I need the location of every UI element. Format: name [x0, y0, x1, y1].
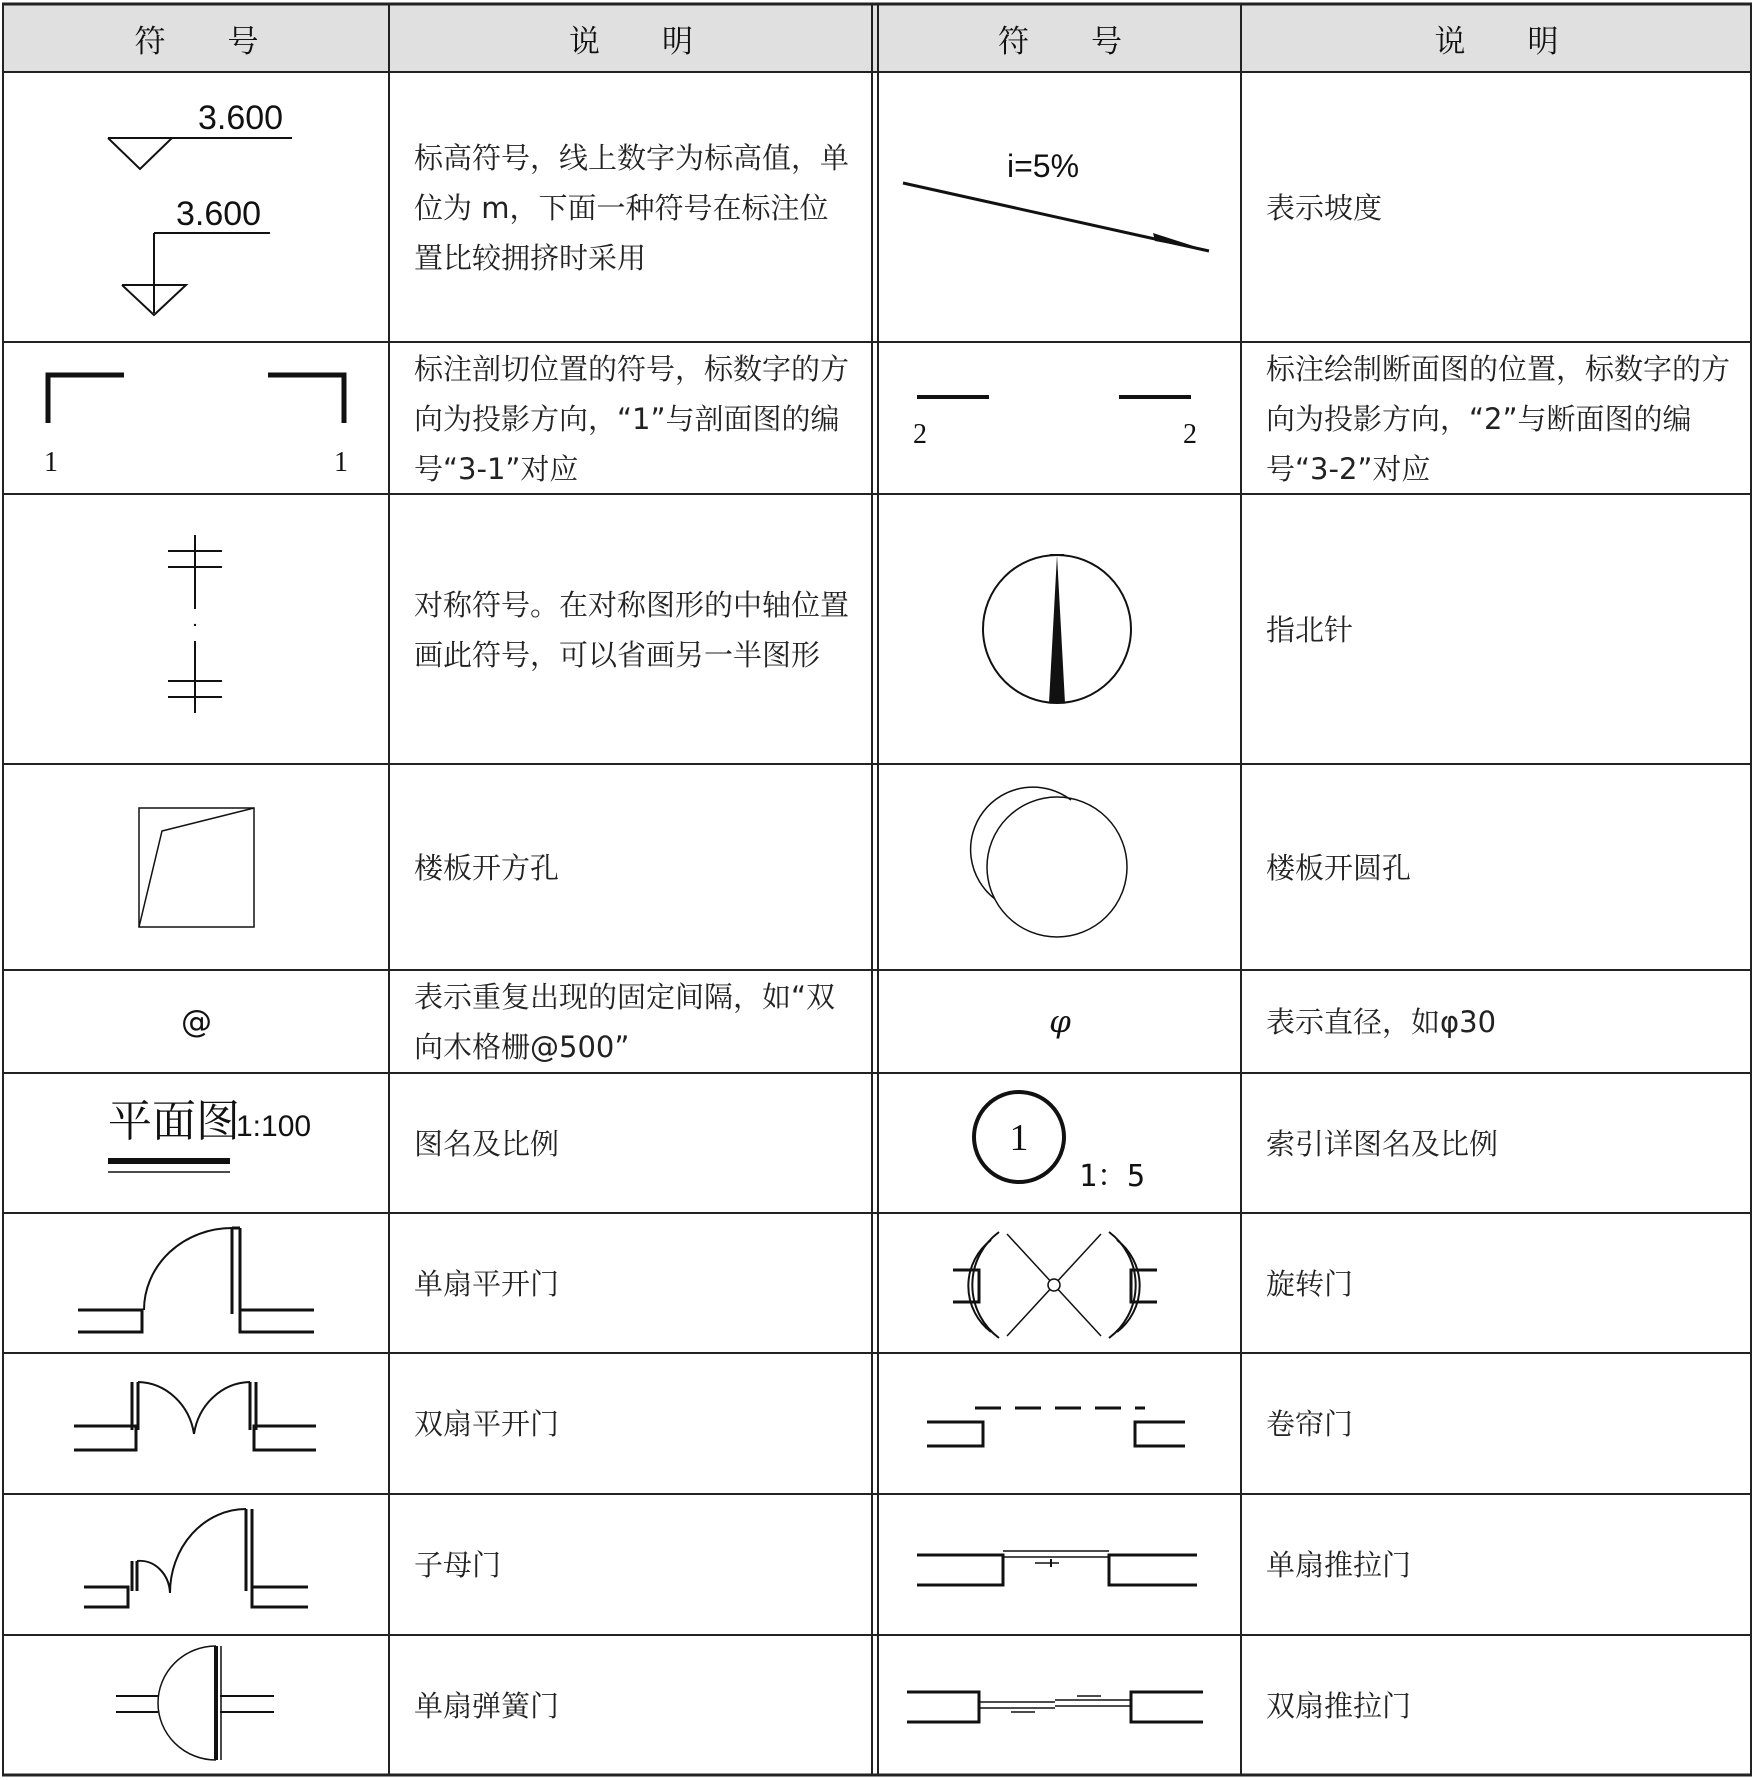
- table-row-4-symbol-left: [4, 765, 389, 970]
- single-spring-door-icon: [4, 1636, 389, 1775]
- table-row-2-symbol-left: [4, 343, 389, 494]
- detail-scale: 1：5: [1079, 1159, 1146, 1194]
- table-row-4-description-left: 楼板开方孔: [414, 850, 560, 885]
- table-row-10-symbol-right: [879, 1636, 1241, 1775]
- cross-section-number-left: 2: [913, 419, 927, 450]
- section-number-left: 1: [44, 447, 58, 478]
- cross-section-mark-icon: [879, 343, 1241, 494]
- drawing-title-text: 平面图: [108, 1096, 240, 1147]
- table-row-3-symbol-right: [879, 495, 1241, 764]
- table-row-7-symbol-left: [4, 1214, 389, 1353]
- table-row-1-symbol-left: [4, 73, 389, 342]
- table-row-6-description-left: 图名及比例: [414, 1126, 560, 1161]
- table-row-9-description-left: 子母门: [414, 1548, 502, 1582]
- single-sliding-door-icon: [879, 1495, 1241, 1635]
- table-row-10-symbol-left: [4, 1636, 389, 1775]
- double-sliding-door-icon: [879, 1636, 1241, 1775]
- detail-index-icon: [879, 1074, 1241, 1213]
- table-row-5-description-right: 表示直径，如φ30: [1266, 1005, 1497, 1039]
- table-row-2-description-left: 标注剖切位置的符号，标数字的方向为投影方向，“1”与剖面图的编号“3-1”对应: [414, 351, 850, 486]
- table-row-3-symbol-left: [4, 495, 389, 764]
- table-row-1-description-left: 标高符号，线上数字为标高值，单位为 m，下面一种符号在标注位置比较拥挤时采用: [414, 140, 850, 275]
- elevation-symbol-icon: [4, 73, 389, 342]
- table-row-9-symbol-right: [879, 1495, 1241, 1635]
- drawing-title-icon: [4, 1074, 389, 1213]
- table-row-6-symbol-left: [4, 1074, 389, 1213]
- section-cut-mark-icon: [4, 343, 389, 494]
- header-symbol-left: 符 号: [134, 23, 259, 60]
- table-row-8-symbol-right: [879, 1354, 1241, 1494]
- header-symbol-right: 符 号: [998, 23, 1122, 60]
- table-row-4-description-right: 楼板开圆孔: [1266, 850, 1412, 885]
- diameter-symbol: φ: [1049, 1004, 1071, 1040]
- spacing-symbol: @: [181, 1004, 212, 1040]
- cross-section-number-right: 2: [1183, 419, 1197, 450]
- table-row-6-symbol-right: [879, 1074, 1241, 1213]
- table-row-1-symbol-right: [879, 73, 1241, 342]
- table-row-8-symbol-left: [4, 1354, 389, 1494]
- double-swing-door-icon: [4, 1354, 389, 1494]
- table-row-7-description-right: 旋转门: [1266, 1266, 1354, 1301]
- unequal-leaf-door-icon: [4, 1495, 389, 1635]
- table-row-4-symbol-right: [879, 765, 1241, 970]
- rolling-shutter-door-icon: [879, 1354, 1241, 1494]
- table-row-5-description-left: 表示重复出现的固定间隔，如“双向木格栅@500”: [414, 980, 836, 1064]
- table-row-3-description-right: 指北针: [1266, 612, 1354, 647]
- table-row-10-description-right: 双扇推拉门: [1266, 1688, 1412, 1723]
- revolving-door-icon: [879, 1214, 1241, 1353]
- elevation-value-upper: 3.600: [198, 99, 284, 137]
- table-row-2-symbol-right: [879, 343, 1241, 494]
- header-description-right: 说 明: [1434, 23, 1559, 60]
- table-row-10-description-left: 单扇弹簧门: [414, 1688, 560, 1723]
- square-floor-opening-icon: [4, 765, 389, 970]
- table-row-1-description-right: 表示坡度: [1266, 190, 1383, 225]
- slope-label: i=5%: [1007, 148, 1080, 184]
- table-row-8-description-left: 双扇平开门: [414, 1407, 560, 1441]
- round-floor-opening-icon: [879, 765, 1241, 970]
- single-swing-door-icon: [4, 1214, 389, 1353]
- slope-arrow-icon: [879, 73, 1241, 342]
- section-number-right: 1: [334, 447, 348, 478]
- elevation-value-lower: 3.600: [176, 195, 262, 233]
- drawing-scale-text: 1:100: [236, 1110, 312, 1143]
- detail-number: 1: [1009, 1117, 1029, 1159]
- header-description-left: 说 明: [569, 23, 693, 60]
- table-row-7-description-left: 单扇平开门: [414, 1266, 560, 1301]
- table-row-2-description-right: 标注绘制断面图的位置，标数字的方向为投影方向，“2”与断面图的编号“3-2”对应: [1266, 351, 1731, 486]
- table-row-8-description-right: 卷帘门: [1266, 1407, 1354, 1441]
- table-row-6-description-right: 索引详图名及比例: [1266, 1126, 1499, 1161]
- table-row-5-symbol-left: [4, 971, 389, 1073]
- table-row-3-description-left: 对称符号。在对称图形的中轴位置画此符号，可以省画另一半图形: [414, 587, 850, 672]
- symmetry-symbol-icon: [4, 495, 389, 764]
- table-row-7-symbol-right: [879, 1214, 1241, 1353]
- north-arrow-icon: [879, 495, 1241, 764]
- table-row-9-description-right: 单扇推拉门: [1266, 1548, 1412, 1582]
- table-row-9-symbol-left: [4, 1495, 389, 1635]
- table-row-5-symbol-right: [879, 971, 1241, 1073]
